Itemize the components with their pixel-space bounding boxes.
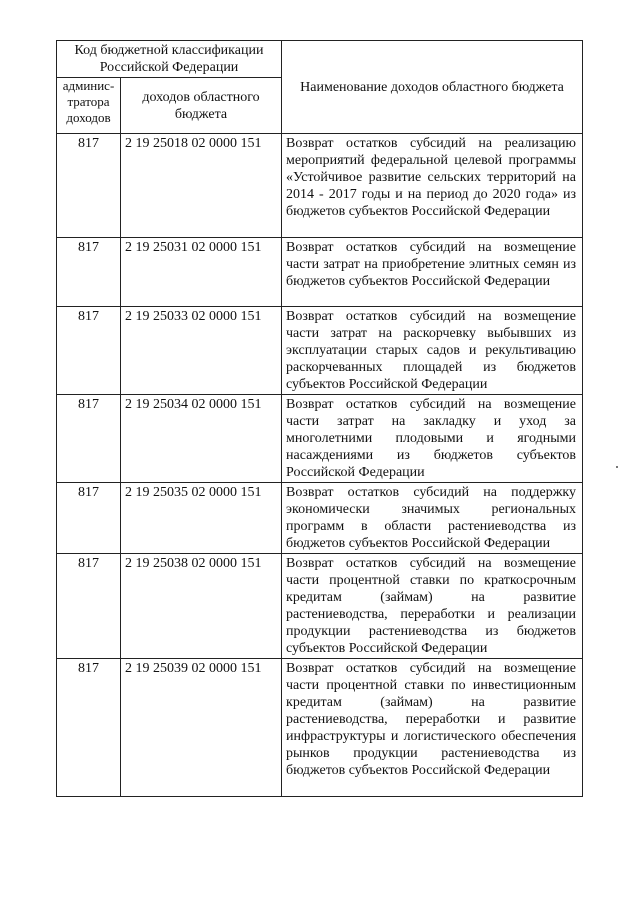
budget-code-cell: 2 19 25039 02 0000 151 bbox=[121, 659, 282, 797]
admin-code-cell: 817 bbox=[57, 659, 121, 797]
header-classification-code: Код бюджетной классификации Российской Федерации bbox=[57, 41, 282, 78]
income-name-cell: Возврат остатков субсидий на возмещение части затрат на приобретение элитных семян из бюджетов субъектов Российской Федерации bbox=[282, 238, 583, 307]
income-name-cell: Возврат остатков субсидий на возмещение части затрат на закладку и уход за многолетними плодовыми и ягодными насаждениями из бюджетов субъектов Российской Федерации bbox=[282, 395, 583, 483]
budget-code-cell: 2 19 25031 02 0000 151 bbox=[121, 238, 282, 307]
income-name-cell: Возврат остатков субсидий на возмещение части затрат на раскорчевку выбывших из эксплуатации старых садов и рекультивацию раскорчеванных площадей из бюджетов субъектов Российской Федерации bbox=[282, 307, 583, 395]
income-name-cell: Возврат остатков субсидий на возмещение части процентной ставки по инвестиционным кредитам (займам) на развитие растениеводства, переработки и развитие инфраструктуры и логистического обеспечения рынков продукции растениеводства из бюджетов субъектов Российской Федерации bbox=[282, 659, 583, 797]
table-row bbox=[57, 395, 583, 483]
income-name-cell: Возврат остатков субсидий на реализацию мероприятий федеральной целевой программы «Устойчивое развитие сельских территорий на 2014 - 2017 годы и на период до 2020 года» из бюджетов субъектов Российской Федерации bbox=[282, 134, 583, 238]
income-name-cell: Возврат остатков субсидий на поддержку экономически значимых региональных программ в области растениеводства из бюджетов субъектов Российской Федерации bbox=[282, 483, 583, 554]
table-row bbox=[57, 659, 583, 797]
budget-code-cell: 2 19 25038 02 0000 151 bbox=[121, 554, 282, 659]
admin-code-cell: 817 bbox=[57, 238, 121, 307]
budget-code-cell: 2 19 25035 02 0000 151 bbox=[121, 483, 282, 554]
table-row bbox=[57, 483, 583, 554]
table-row bbox=[57, 134, 583, 238]
admin-code-cell: 817 bbox=[57, 483, 121, 554]
budget-code-cell: 2 19 25034 02 0000 151 bbox=[121, 395, 282, 483]
header-administrator: админис-тратора доходов bbox=[57, 78, 121, 134]
scan-speck bbox=[616, 466, 618, 468]
admin-code-cell: 817 bbox=[57, 307, 121, 395]
table-row bbox=[57, 554, 583, 659]
table-body bbox=[57, 134, 583, 797]
income-name-cell: Возврат остатков субсидий на возмещение части процентной ставки по краткосрочным кредитам (займам) на развитие растениеводства, переработки и реализации продукции растениеводства из бюджетов субъектов Российской Федерации bbox=[282, 554, 583, 659]
admin-code-cell: 817 bbox=[57, 395, 121, 483]
table-row bbox=[57, 238, 583, 307]
budget-code-cell: 2 19 25033 02 0000 151 bbox=[121, 307, 282, 395]
header-regional-income: доходов областного бюджета bbox=[121, 78, 282, 134]
header-income-name: Наименование доходов областного бюджета bbox=[282, 41, 583, 134]
budget-classification-table bbox=[56, 40, 583, 797]
table-row bbox=[57, 307, 583, 395]
admin-code-cell: 817 bbox=[57, 134, 121, 238]
budget-code-cell: 2 19 25018 02 0000 151 bbox=[121, 134, 282, 238]
admin-code-cell: 817 bbox=[57, 554, 121, 659]
